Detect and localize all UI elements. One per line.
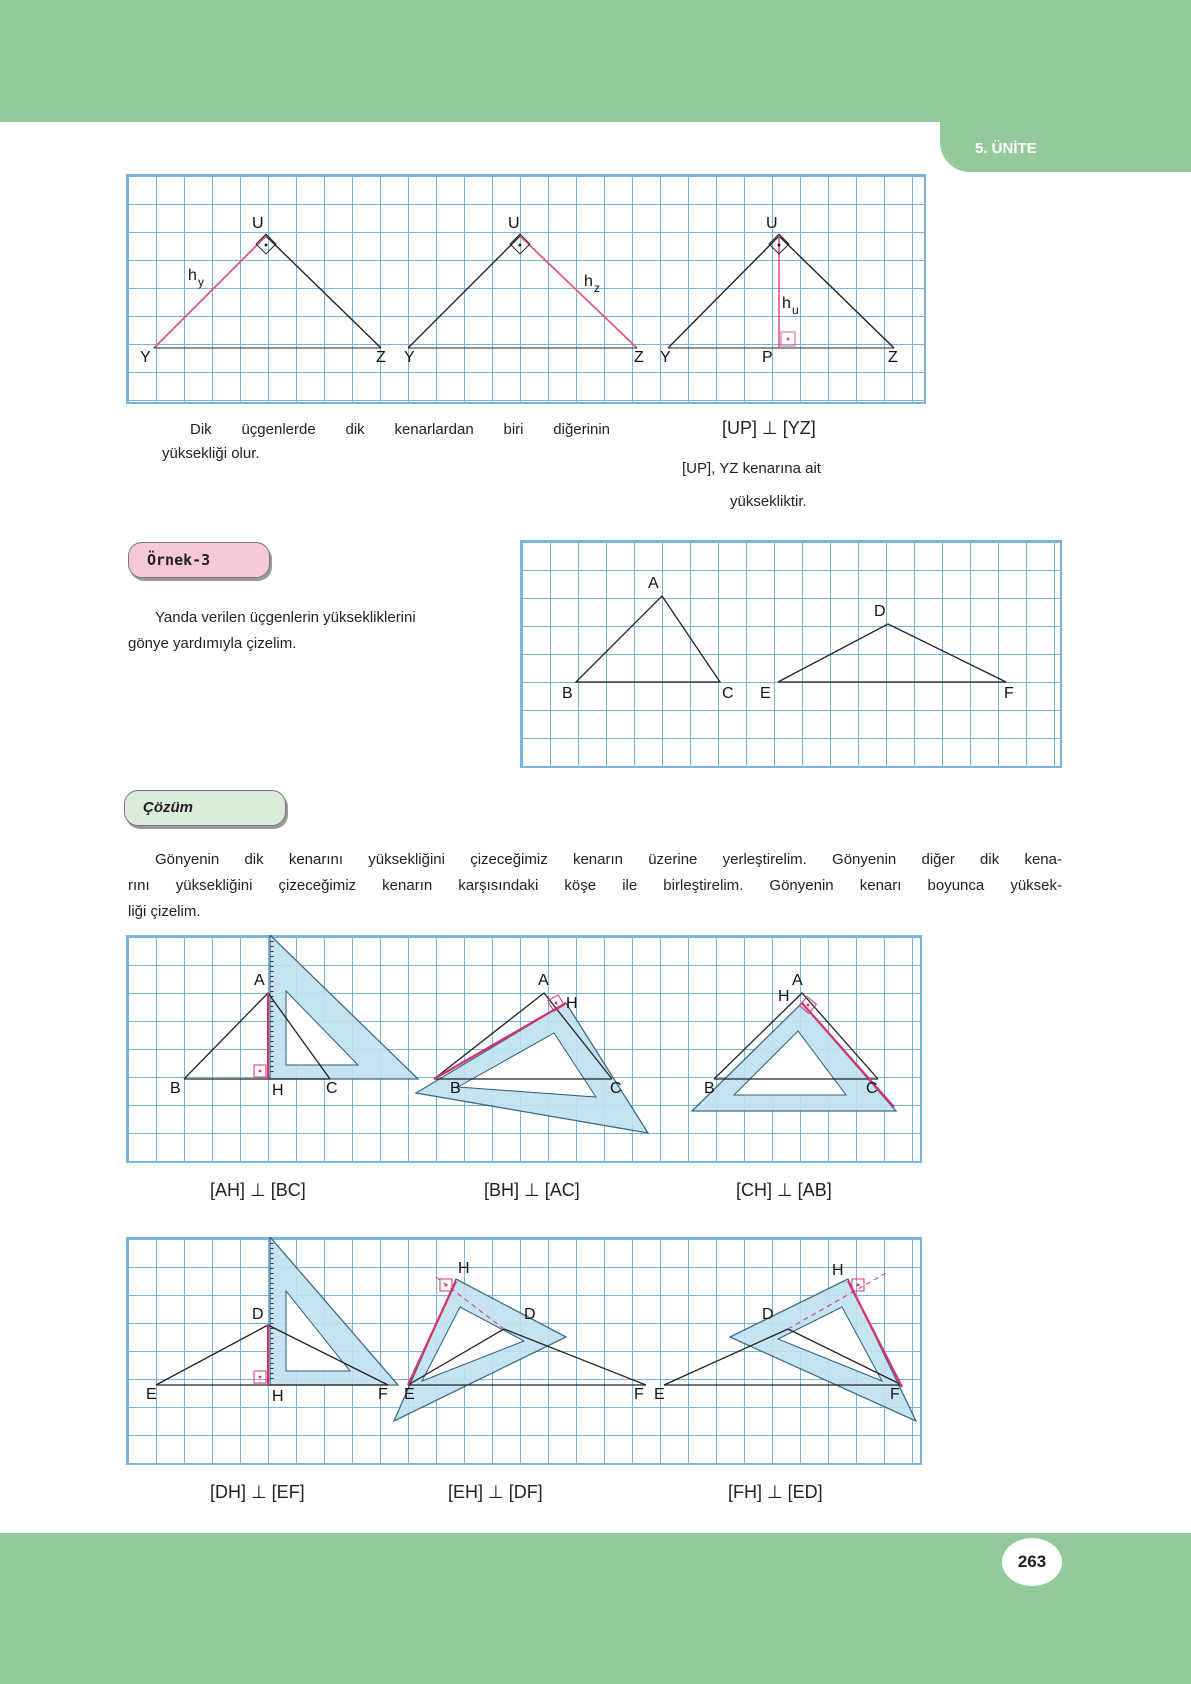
unit-label: 5. ÜNİTE: [975, 140, 1037, 157]
fig1-tri1-height: [154, 236, 266, 348]
label-U: U: [508, 215, 520, 232]
label-D: D: [874, 603, 886, 620]
label-Z: Z: [888, 349, 898, 366]
label-C: C: [722, 685, 734, 702]
solution-text-line2: rını yüksekliğini çizeceğimiz kenarın karşısındaki köşe ile birleştirelim. Gönyenin kenarı boyunca yüksek-: [128, 877, 1062, 894]
caption-ch-ab: [CH] ⊥ [AB]: [736, 1180, 832, 1200]
fig1-tri3-sides: [668, 236, 894, 348]
label-C: C: [866, 1080, 878, 1097]
label-E: E: [146, 1386, 157, 1403]
right-angle-dot: [555, 1002, 558, 1005]
label-Y: Y: [140, 349, 151, 366]
caption-eh-df: [EH] ⊥ [DF]: [448, 1482, 543, 1502]
page-top-edge: [0, 122, 940, 174]
label-D: D: [524, 1306, 536, 1323]
label-D: D: [252, 1306, 264, 1323]
example-text-line1: Yanda verilen üçgenlerin yüksekliklerini: [155, 609, 416, 626]
right-angle-dot: [259, 1376, 262, 1379]
label-P: P: [762, 349, 773, 366]
label-B: B: [704, 1080, 715, 1097]
label-F: F: [378, 1386, 388, 1403]
label-H: H: [272, 1388, 284, 1405]
fig1-tri2-height: [520, 236, 637, 348]
page-number: 263: [1002, 1538, 1062, 1586]
label-U: U: [252, 215, 264, 232]
example-drawing: [520, 540, 1062, 768]
solution-row1-drawing: [126, 935, 922, 1163]
triangle-abc: [576, 596, 720, 682]
label-C: C: [610, 1080, 622, 1097]
label-H: H: [832, 1262, 844, 1279]
right-angle-dot: [259, 1070, 262, 1073]
label-E: E: [404, 1386, 415, 1403]
label-Y: Y: [404, 349, 415, 366]
label-H: H: [458, 1260, 470, 1277]
example-badge: Örnek-3: [128, 542, 270, 578]
note-right-line2: yüksekliktir.: [730, 493, 807, 510]
label-C: C: [326, 1080, 338, 1097]
label-Y: Y: [660, 349, 671, 366]
header-band: [0, 0, 1191, 122]
label-Z: Z: [634, 349, 644, 366]
right-angle-dot: [778, 244, 781, 247]
fig1-tri2-sides: [408, 236, 637, 348]
caption-bh-ac: [BH] ⊥ [AC]: [484, 1180, 580, 1200]
note-left-line1: Dik üçgenlerde dik kenarlardan biri diğerinin: [190, 421, 610, 438]
label-H: H: [778, 988, 790, 1005]
right-angle-dot: [807, 1004, 810, 1007]
triangle-def: [778, 624, 1006, 682]
label-A: A: [648, 575, 659, 592]
note-right-line1: [UP], YZ kenarına ait: [682, 460, 821, 477]
label-F: F: [634, 1386, 644, 1403]
label-H: H: [566, 995, 578, 1012]
label-h-sub: u: [792, 303, 799, 317]
label-F: F: [890, 1386, 900, 1403]
right-angle-dot: [787, 338, 790, 341]
solution-text-line1: Gönyenin dik kenarını yüksekliğini çizeceğimiz kenarın üzerine yerleştirelim. Gönyenin diğer dik kena-: [155, 851, 1062, 868]
caption-dh-ef: [DH] ⊥ [EF]: [210, 1482, 305, 1502]
label-h: h: [188, 267, 197, 284]
right-angle-dot: [265, 244, 268, 247]
label-E: E: [654, 1386, 665, 1403]
right-angle-dot: [445, 1284, 448, 1287]
note-right-relation: [UP] ⊥ [YZ]: [722, 418, 816, 438]
note-left-line2: yüksekliği olur.: [162, 445, 260, 462]
label-B: B: [170, 1080, 181, 1097]
caption-ah-bc: [AH] ⊥ [BC]: [210, 1180, 306, 1200]
label-h-sub: y: [198, 275, 204, 289]
label-E: E: [760, 685, 771, 702]
label-H: H: [272, 1082, 284, 1099]
label-h: h: [782, 295, 791, 312]
label-B: B: [450, 1080, 461, 1097]
solution-text-line3: liği çizelim.: [128, 903, 201, 920]
label-A: A: [538, 972, 549, 989]
label-h-sub: z: [594, 281, 600, 295]
caption-fh-ed: [FH] ⊥ [ED]: [728, 1482, 823, 1502]
label-U: U: [766, 215, 778, 232]
label-D: D: [762, 1306, 774, 1323]
label-A: A: [792, 972, 803, 989]
label-B: B: [562, 685, 573, 702]
example-text-line2: gönye yardımıyla çizelim.: [128, 635, 297, 652]
label-Z: Z: [376, 349, 386, 366]
right-angle-dot: [857, 1284, 860, 1287]
label-A: A: [254, 972, 265, 989]
label-h: h: [584, 273, 593, 290]
solution-row2-drawing: [126, 1237, 922, 1465]
label-F: F: [1004, 685, 1014, 702]
solution-badge: Çözüm: [124, 790, 286, 826]
figure1-drawing: [126, 174, 926, 404]
right-angle-dot: [519, 244, 522, 247]
